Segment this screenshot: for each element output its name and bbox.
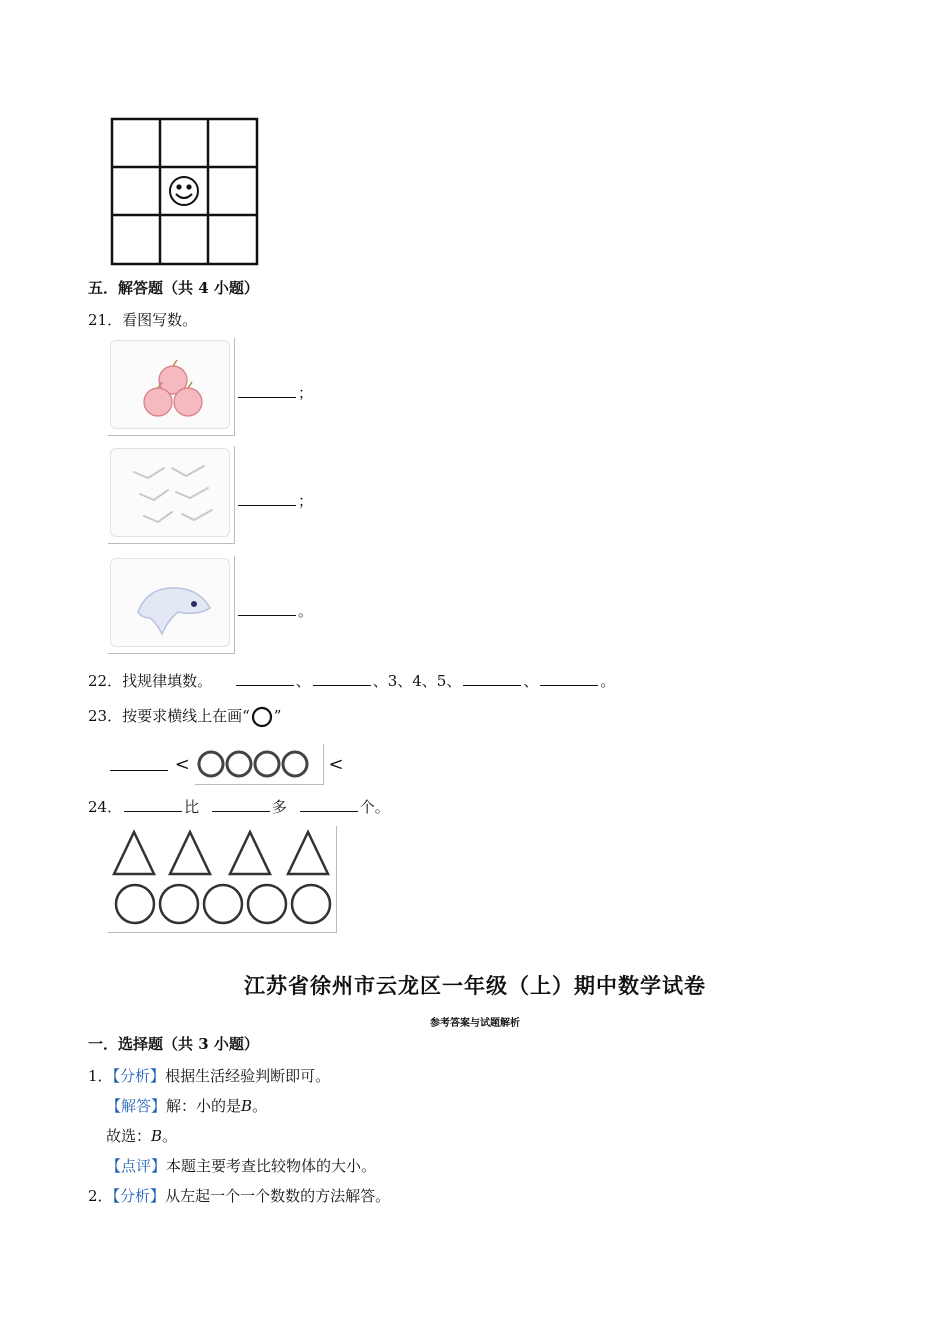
question-24: 24． 比 多 个。 <box>88 798 390 816</box>
blank-line[interactable] <box>238 493 296 506</box>
four-circles-picture <box>195 744 324 785</box>
section-heading-5: 五．解答题（共 4 小题） <box>88 279 259 297</box>
question-22: 22．找规律填数。 、 、3、4、5、 、 。 <box>88 672 616 690</box>
question-21: 21．看图写数。 <box>88 311 198 329</box>
birds-picture <box>108 446 235 544</box>
apples-picture <box>108 338 235 436</box>
comparison-row: < < <box>108 744 344 784</box>
circle-icon <box>250 706 274 728</box>
question-23: 23．按要求横线上在画“ ” <box>88 705 281 728</box>
answer-subtitle: 参考答案与试题解析 <box>430 1018 520 1029</box>
blank-line[interactable] <box>313 673 371 686</box>
smiley-face-icon <box>170 177 198 205</box>
answer-title: 江苏省徐州市云龙区一年级（上）期中数学试卷 <box>244 974 706 998</box>
blank-line[interactable] <box>236 673 294 686</box>
answer-line-birds: ； <box>236 490 313 511</box>
shapes-picture <box>108 826 337 933</box>
dolphin-icon <box>128 572 218 640</box>
answer-line-apples: ； <box>236 382 313 403</box>
answer-1-comment: 【点评】本题主要考查比较物体的大小。 <box>106 1157 377 1175</box>
blank-line[interactable] <box>540 673 598 686</box>
answer-line-dolphin: 。 <box>236 600 313 621</box>
answer-1-analysis: 1．【分析】根据生活经验判断即可。 <box>88 1067 331 1085</box>
answer-1-solution: 【解答】解：小的是B。 <box>106 1097 268 1115</box>
birds-icon <box>124 458 220 532</box>
blank-line[interactable] <box>463 673 521 686</box>
apples-icon <box>128 352 218 422</box>
blank-line[interactable] <box>212 799 270 812</box>
blank-line[interactable] <box>110 758 168 771</box>
blank-line[interactable] <box>238 603 296 616</box>
answer-1-choice: 故选：B。 <box>106 1127 178 1145</box>
blank-line[interactable] <box>300 799 358 812</box>
blank-line[interactable] <box>238 385 296 398</box>
section-heading-1: 一．选择题（共 3 小题） <box>88 1035 259 1053</box>
position-grid <box>110 117 260 271</box>
dolphin-picture <box>108 556 235 654</box>
blank-line[interactable] <box>124 799 182 812</box>
answer-2-analysis: 2．【分析】从左起一个一个数数的方法解答。 <box>88 1187 391 1205</box>
